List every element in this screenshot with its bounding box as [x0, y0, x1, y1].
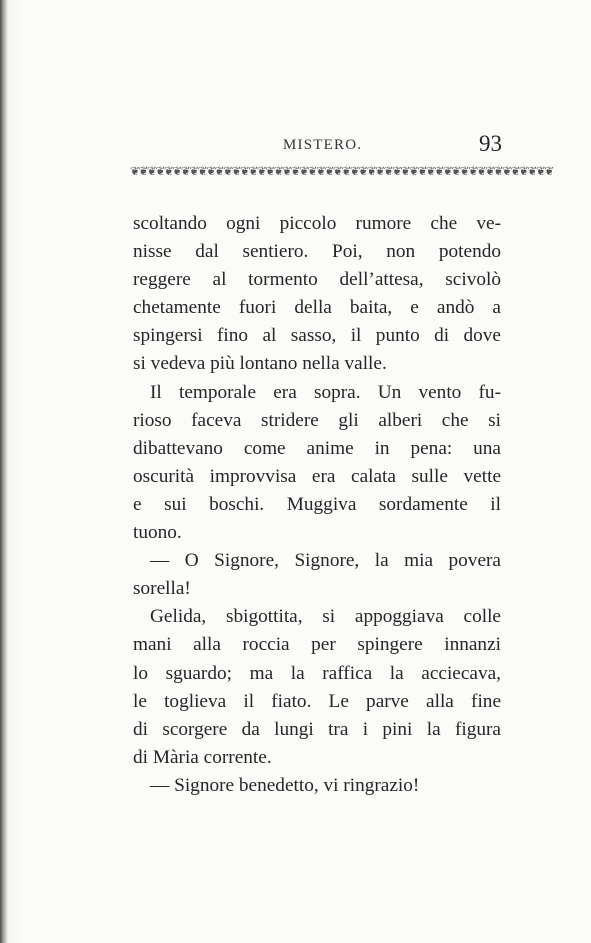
- text-line: lo sguardo; ma la raffica la acciecava,: [133, 662, 501, 684]
- text-line: si vedeva più lontano nella valle.: [133, 353, 387, 375]
- text-line: reggere al tormento dell’attesa, scivolò: [133, 269, 501, 291]
- text-line: spingersi fino al sasso, il punto di dove: [133, 325, 501, 347]
- ornamental-rule: ❦❦❦❦❦❦❦❦❦❦❦❦❦❦❦❦❦❦❦❦❦❦❦❦❦❦❦❦❦❦❦❦❦❦❦❦❦❦❦❦❦❦❦❦❦❦❦❦❦❦: [130, 164, 553, 178]
- text-line: rioso faceva stridere gli alberi che si: [133, 409, 501, 431]
- text-line: dibattevano come anime in pena: una: [133, 437, 501, 459]
- text-line: — Signore benedetto, vi ringrazio!: [150, 774, 420, 796]
- running-title: MISTERO.: [283, 137, 363, 153]
- text-line: — O Signore, Signore, la mia povera: [150, 550, 501, 572]
- page-number: 93: [479, 131, 502, 156]
- text-line: tuono.: [133, 522, 182, 544]
- text-line: sorella!: [133, 578, 191, 600]
- text-line: le toglieva il fiato. Le parve alla fine: [133, 690, 501, 712]
- text-line: nisse dal sentiero. Poi, non potendo: [133, 241, 501, 263]
- body-text: [133, 210, 501, 800]
- text-line: Gelida, sbigottita, si appoggiava colle: [150, 606, 501, 628]
- text-line: di Mària corrente.: [133, 746, 272, 768]
- page-header: [130, 128, 502, 160]
- text-line: e sui boschi. Muggiva sordamente il: [133, 493, 501, 515]
- text-line: di scorgere da lungi tra i pini la figura: [133, 718, 501, 740]
- text-line: Il temporale era sopra. Un vento fu-: [150, 381, 501, 403]
- text-line: oscurità improvvisa era calata sulle vette: [133, 465, 501, 487]
- text-line: scoltando ogni piccolo rumore che ve-: [133, 213, 501, 234]
- text-line: mani alla roccia per spingere innanzi: [133, 634, 501, 656]
- text-line: chetamente fuori della baita, e andò a: [133, 297, 501, 319]
